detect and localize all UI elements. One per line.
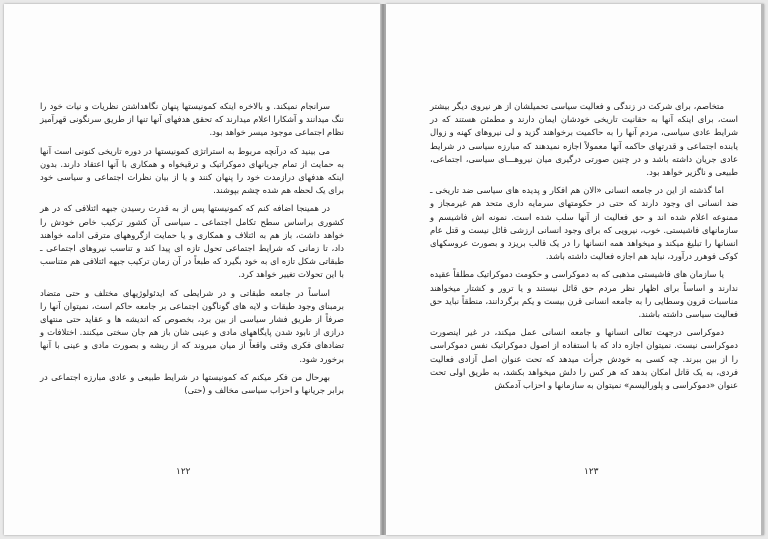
left-paragraph-5: بهرحال من فکر میکنم که کمونیستها در شرایط طبیعی و عادی مبارزه اجتماعی در برابر جریانها و احزاب سیاسی مخالف و (حتی) (40, 371, 344, 396)
page-edge (761, 4, 764, 535)
right-page (386, 4, 764, 535)
right-page-text (430, 100, 738, 392)
right-paragraph-2: اما گذشته از این در جامعه انسانی «الان هم افکار و پدیده های سیاسی ضد تاریخی ـ ضد انسانی ای وجود دارند که حتی در حکومتهای سرمایه داری متحد هم غیرمجاز و ممنوعه اعلام شده اند و حق فعالیت از آنها سلب شده است. نمونه اش فاشیسم و سازمانهای فاشیستی. خوب، نیرویی که برای وجود انسانی ارزشی قائل نیست و قتل عام انسانها را تبلیغ میکند و میخواهد همه انسانها را در یک قالب بریزد و بصورت عروسکهای کوکی فوهرر درآورد، نباید هم اجازه فعالیت داشته باشد. (430, 185, 738, 262)
left-page-number: ۱۲۲ (176, 467, 191, 477)
left-paragraph-3: در همینجا اضافه کنم که کمونیستها پس از به قدرت رسیدن جبهه ائتلافی که در هر کشوری براساس سطح تکامل اجتماعی ـ سیاسی آن کشور ترکیب خاص خودش را خواهد داشت، باز هم به ائتلاف و همکاری و یا حمایت ازگروههای مترقی ادامه خواهند داد، تا زمانی که شرایط اجتماعی تحول تازه ای پیدا کند و تناسب نیروهای اجتماعی ـ طبقاتی شکل تازه ای به خود بگیرد که طبعاً در آن زمان ترکیب جبهه ائتلافی هم متناسب با این تحولات تغییر خواهد کرد. (40, 203, 344, 280)
left-paragraph-2: می بینید که درآنچه مربوط به استراتژی کمونیستها در دوره تاریخی کنونی است آنها به حمایت از تمام جریانهای دموکراتیک و ترقیخواه و همکاری با آنها اعتقاد دارند. بدون اینکه هدفهای درازمدت خود را پنهان کنند و یا از بیان نظرات اجتماعی و سیاسی خود برای یک لحظه هم شده چشم بپوشند. (40, 145, 344, 196)
right-paragraph-3: یا سازمان های فاشیستی مذهبی که به دموکراسی و حکومت دموکراتیک مطلقاً عقیده ندارند و اساساً برای اظهار نظر مردم حق قائل نیستند و یا ترور و کشتار میخواهند مناسبات قرون وسطایی را به جامعه انسانی قرن بیست و یکم برگردانند، منطقاً نباید حق فعالیت سیاسی داشته باشند. (430, 269, 738, 320)
right-paragraph-4: دموکراسی درجهت تعالی انسانها و جامعه انسانی عمل میکند، در غیر اینصورت دموکراسی نیست. نمیتوان اجازه داد که با استفاده از اصول دموکراتیک نفس دموکراسی را از بین ببرند. چه کسی به خودش جرأت میدهد که تحت عنوان اصل آزادی فعالیت فردی، به یک قاتل امکان بدهد که هر کس را دلش میخواهد بکشد، به طریق اولی تحت عنوان «دموکراسی و پلورالیسم» نمیتوان به سازمانها و احزاب آدمکش (430, 327, 738, 391)
right-page-number: ۱۲۳ (584, 467, 599, 477)
right-paragraph-1: متخاصم، برای شرکت در زندگی و فعالیت سیاسی تحمیلشان از هر نیروی دیگر بیشتر است، برای اینکه آنها به حقانیت تاریخی خودشان ایمان دارند و مطمئن هستند که در شرایط عادی سیاسی، مردم آنها را به حاکمیت برخواهند گزید و لی نیروهای کهنه و زوال یابنده اجتماعی و قدرتهای حاکمه آنها معمولاً اجازه نمیدهند که مبارزه سیاسی در شرایط عادی جریان داشته باشد و در چنین صورتی درگیری میان نیروهـــای سیاسی، اجتماعی، طبیعی و ناگزیر خواهد بود. (430, 101, 738, 178)
left-paragraph-1: سرانجام نمیکند. و بالاخره اینکه کمونیستها پنهان نگاهداشتن نظریات و نیات خود را ننگ میدانند و آشکارا اعلام میدارند که تحقق هدفهای آنها تنها از طریق سرنگونی قهرآمیز نظام اجتماعی موجود میسر خواهد بود. (40, 101, 344, 138)
left-page-text (40, 100, 344, 397)
left-paragraph-4: اساساً در جامعه طبقاتی و در شرایطی که ایدئولوژیهای مختلف و حتی متضاد برمبنای وجود طبقات و لایه های گوناگون اجتماعی بر جامعه حاکم است، نمیتوان آنها را صرفاً از طریق فشار سیاسی از بین برد، بخصوص که اندیشه ها و عقاید حتی منتهای درازی از نابود شدن پایگاههای مادی و عینی شان باز هم جان سختی میکنند. اختلافات و تضادهای فکری وقتی واقعاً از میان میروند که از ریشه و بصورت مادی و عینی با آنها برخورد شود. (40, 287, 344, 364)
left-page (4, 4, 380, 535)
